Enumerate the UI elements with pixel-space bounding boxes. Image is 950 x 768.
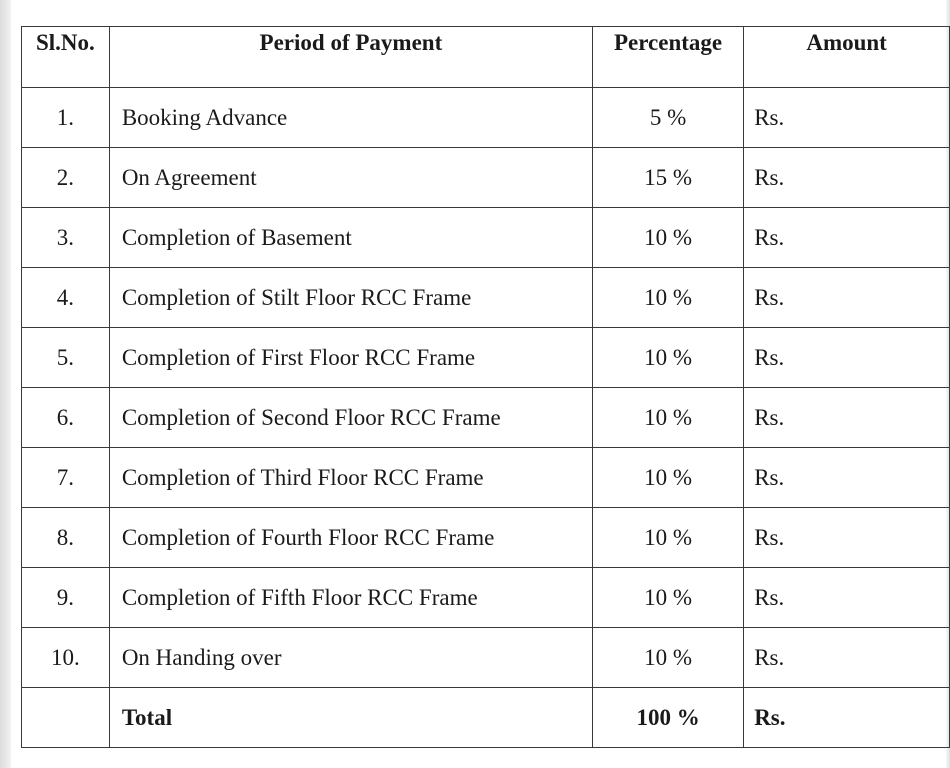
table-row xyxy=(22,88,950,148)
total-label: Total xyxy=(109,688,592,748)
row-period: On Agreement xyxy=(109,148,592,208)
table-row xyxy=(22,628,950,688)
row-period: Completion of Stilt Floor RCC Frame xyxy=(109,268,592,328)
row-period: Completion of Second Floor RCC Frame xyxy=(109,388,592,448)
total-amount: Rs. xyxy=(744,688,950,748)
table-row xyxy=(22,208,950,268)
row-amount: Rs. xyxy=(744,88,950,148)
row-percentage: 10 % xyxy=(592,508,743,568)
row-sl-no: 9. xyxy=(22,568,110,628)
total-sl-no xyxy=(22,688,110,748)
table-row xyxy=(22,508,950,568)
table-row xyxy=(22,268,950,328)
table-row xyxy=(22,388,950,448)
row-period: Completion of Fourth Floor RCC Frame xyxy=(109,508,592,568)
row-percentage: 10 % xyxy=(592,628,743,688)
row-sl-no: 10. xyxy=(22,628,110,688)
row-sl-no: 7. xyxy=(22,448,110,508)
row-sl-no: 8. xyxy=(22,508,110,568)
header-sl-no: Sl.No. xyxy=(22,27,110,88)
row-percentage: 5 % xyxy=(592,88,743,148)
total-percentage: 100 % xyxy=(592,688,743,748)
header-percentage: Percentage xyxy=(592,27,743,88)
table-total-row xyxy=(22,688,950,748)
row-amount: Rs. xyxy=(744,628,950,688)
row-percentage: 10 % xyxy=(592,208,743,268)
row-sl-no: 5. xyxy=(22,328,110,388)
table-row xyxy=(22,148,950,208)
row-period: Completion of Fifth Floor RCC Frame xyxy=(109,568,592,628)
header-period-of-payment: Period of Payment xyxy=(109,27,592,88)
row-percentage: 10 % xyxy=(592,448,743,508)
row-period: Completion of Third Floor RCC Frame xyxy=(109,448,592,508)
table-header-row xyxy=(22,27,950,88)
row-amount: Rs. xyxy=(744,568,950,628)
row-sl-no: 2. xyxy=(22,148,110,208)
row-sl-no: 3. xyxy=(22,208,110,268)
row-period: On Handing over xyxy=(109,628,592,688)
table-row xyxy=(22,448,950,508)
row-sl-no: 6. xyxy=(22,388,110,448)
row-percentage: 10 % xyxy=(592,328,743,388)
row-amount: Rs. xyxy=(744,148,950,208)
row-amount: Rs. xyxy=(744,448,950,508)
row-percentage: 10 % xyxy=(592,388,743,448)
header-amount: Amount xyxy=(744,27,950,88)
row-period: Completion of Basement xyxy=(109,208,592,268)
page-edge-shadow-left xyxy=(0,0,11,768)
row-period: Booking Advance xyxy=(109,88,592,148)
row-amount: Rs. xyxy=(744,208,950,268)
row-sl-no: 1. xyxy=(22,88,110,148)
payment-schedule-table xyxy=(21,26,950,748)
row-percentage: 10 % xyxy=(592,268,743,328)
row-percentage: 10 % xyxy=(592,568,743,628)
row-period: Completion of First Floor RCC Frame xyxy=(109,328,592,388)
table-row xyxy=(22,568,950,628)
row-amount: Rs. xyxy=(744,268,950,328)
row-amount: Rs. xyxy=(744,388,950,448)
row-sl-no: 4. xyxy=(22,268,110,328)
table-row xyxy=(22,328,950,388)
row-percentage: 15 % xyxy=(592,148,743,208)
row-amount: Rs. xyxy=(744,328,950,388)
row-amount: Rs. xyxy=(744,508,950,568)
